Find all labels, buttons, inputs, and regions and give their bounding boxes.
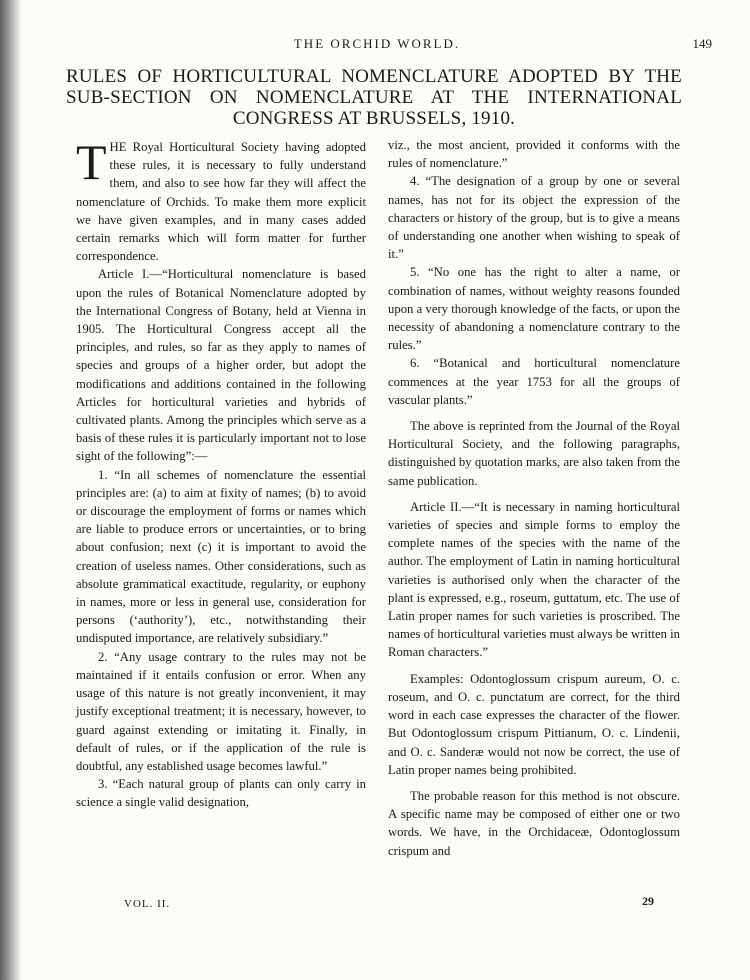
paragraph-text: HE Royal Horticultural Society having adopted these rules, it is necessary to fully understand them, and also to see how far they will affect the nomenclature of Orchids. To make them more explicit we have given examples, and in many cases added certain remarks which will form matter for further correspondence. <box>76 140 366 264</box>
right-column <box>388 136 680 860</box>
book-spine-shadow <box>0 0 22 980</box>
running-head: THE ORCHID WORLD. <box>293 36 461 51</box>
signature-mark: 29 <box>642 894 654 908</box>
book-page <box>22 0 750 980</box>
paragraph: Article II.—“It is necessary in naming horticultural varieties of species and simple forms to employ the complete names of the species with the name of the author. The employment of Latin in naming horticultural varieties is authorised only when the character of the plant is expressed, e.g., roseum, guttatum, etc. The use of Latin proper names for such varieties is proscribed. The names of horticultural varieties must always be written in Roman characters.” <box>388 499 680 660</box>
paragraph: 3. “Each natural group of plants can only carry in science a single valid designation, <box>76 777 366 810</box>
paragraph: 1. “In all schemes of nomenclature the essential principles are: (a) to aim at fixity of names; (b) to avoid or discourage the employment of forms or names which are liable to produce errors or uncertainties, or to bring about confusion; next (c) it is important to avoid the creation of useless names. Other considerations, such as absolute grammatical exactitude, regularity, or euphony in names, more or less in general use, consideration for persons (‘authority’), etc., notwithstanding their undisputed importance, are relatively subsidiary.” <box>76 467 366 646</box>
paragraph: Article I.—“Horticultural nomenclature is based upon the rules of Botanical Nomenclature adopted by the International Congress of Botany, held at Vienna in 1905. The Horticultural Congress accept all the principles, and rules, so far as they apply to names of species and groups of a higher order, but adopt the modifications and additions contained in the following Articles for horticultural varieties and hybrids of cultivated plants. Among the principles which serve as a basis of these rules it is particularly important not to lose sight of the following”:— <box>76 267 366 464</box>
article-title: RULES OF HORTICULTURAL NOMENCLATURE ADOPTED BY THE SUB-SECTION ON NOMENCLATURE AT THE INTERNATIONAL CONGRESS AT BRUSSELS, 1910. <box>66 66 682 129</box>
paragraph: 2. “Any usage contrary to the rules may not be maintained if it entails confusion or error. When any usage of this nature is not greatly inconvenient, it may justify exceptional treatment; it is necessary, however, to guard against extending or imitating it. Finally, in default of rules, or if the application of the rule is doubtful, any established usage becomes lawful.” <box>76 649 366 773</box>
paragraph: The above is reprinted from the Journal of the Royal Horticultural Society, and the following paragraphs, distinguished by quotation marks, are also taken from the same publication. <box>388 419 680 488</box>
paragraph: viz., the most ancient, provided it conforms with the rules of nomenclature.” <box>388 138 680 171</box>
drop-cap: T <box>76 134 107 190</box>
paragraph: The probable reason for this method is not obscure. A specific name may be composed of either one or two words. We have, in the Orchidaceæ, Odontoglossum crispum and <box>388 788 680 858</box>
paragraph: Examples: Odontoglossum crispum aureum, O. c. roseum, and O. c. punctatum are correct, for the third word in each case expresses the character of the flower. But Odontoglossum crispum Pittianum, O. c. Lindenii, and O. c. Sanderæ would not now be correct, the use of Latin proper names being prohibited. <box>388 671 680 777</box>
volume-footer: VOL. II. <box>124 898 171 910</box>
paragraph <box>76 134 366 265</box>
paragraph: 4. “The designation of a group by one or several names, has not for its object the expression of the characters or history of the group, but is to give a means of understanding one another when wishing to speak of it.” <box>388 174 680 262</box>
paragraph: 5. “No one has the right to alter a name, or combination of names, without weighty reasons founded upon a very thorough knowledge of the facts, or upon the necessity of abandoning a nomenclature contrary to the rules.” <box>388 265 680 353</box>
page-number: 149 <box>692 36 712 51</box>
left-column <box>76 134 366 812</box>
paragraph: 6. “Botanical and horticultural nomenclature commences at the year 1753 for all the groups of vascular plants.” <box>388 356 680 407</box>
